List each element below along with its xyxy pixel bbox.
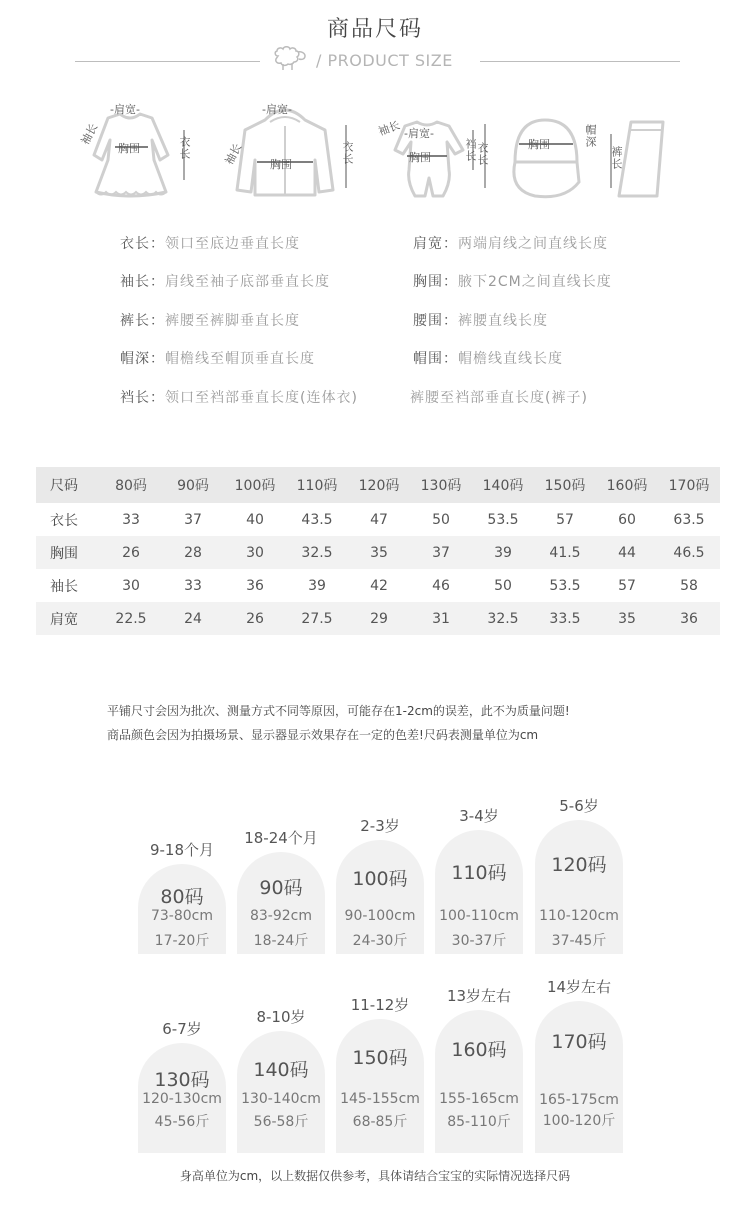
table-cell: 26	[100, 536, 162, 569]
age-label: 13岁左右	[446, 987, 512, 1005]
size-label: 170码	[551, 1031, 607, 1053]
age-label: 8-10岁	[256, 1008, 306, 1026]
table-cell: 35	[348, 536, 410, 569]
table-cell: 41.5	[534, 536, 596, 569]
table-header-cell: 120码	[348, 467, 410, 503]
height-range: 145-155cm	[340, 1091, 420, 1107]
romper-shoulder-label: -肩宽-	[404, 127, 434, 140]
table-cell: 33.5	[534, 602, 596, 635]
age-label: 9-18个月	[149, 841, 215, 859]
table-cell: 29	[348, 602, 410, 635]
weight-range: 37-45斤	[551, 933, 607, 949]
table-cell: 31	[410, 602, 472, 635]
height-range: 83-92cm	[249, 908, 312, 924]
measurement-note: 平铺尺寸会因为批次、测量方式不同等原因，可能存在1-2cm的误差，此不为质量问题!	[107, 704, 570, 718]
table-header-cell: 150码	[534, 467, 596, 503]
size-label: 100码	[352, 868, 408, 890]
sheep-icon	[270, 42, 310, 78]
table-cell: 衣长	[50, 512, 78, 529]
table-cell: 57	[618, 577, 636, 594]
table-cell: 47	[370, 511, 388, 528]
table-header-cell: 140码	[472, 467, 534, 503]
definition-item: 衣长：领口至底边垂直长度	[120, 236, 300, 252]
footer-note: 身高单位为cm，以上数据仅供参考，具体请结合宝宝的实际情况选择尺码	[179, 1169, 571, 1183]
definition-item: 腰围：裤腰直线长度	[413, 313, 548, 329]
table-cell: 39	[308, 577, 326, 594]
height-range: 73-80cm	[150, 908, 213, 924]
table-header-cell: 90码	[162, 467, 224, 503]
dress-length-label: 衣长	[178, 136, 191, 160]
weight-range: 100-120斤	[542, 1113, 616, 1129]
definition-item: 肩宽：两端肩线之间直线长度	[413, 236, 608, 252]
size-card-shape	[435, 1010, 523, 1153]
hat-circumference-label: 胸围	[528, 138, 550, 151]
table-cell: 32.5	[286, 536, 348, 569]
romper-chest-label: 胸围	[409, 151, 431, 164]
age-label: 6-7岁	[162, 1020, 202, 1038]
size-label: 160码	[451, 1039, 507, 1061]
table-cell: 27.5	[286, 602, 348, 635]
table-header-cell: 130码	[410, 467, 472, 503]
romper-length-label: 衣长	[476, 142, 489, 166]
table-cell: 63.5	[673, 511, 705, 528]
table-cell: 22.5	[100, 602, 162, 635]
table-cell: 30	[122, 577, 140, 594]
pants-length-label: 裤长	[610, 146, 623, 170]
table-cell: 32.5	[472, 602, 534, 635]
age-label: 2-3岁	[360, 817, 400, 835]
dress-chest-label: 胸围	[118, 142, 140, 155]
table-cell: 33	[184, 577, 202, 594]
title-divider-left	[75, 61, 260, 62]
table-row	[36, 503, 720, 536]
table-cell: 36	[658, 602, 720, 635]
weight-range: 56-58斤	[253, 1114, 309, 1130]
jacket-length-label: 衣长	[341, 141, 354, 165]
size-label: 120码	[551, 854, 607, 876]
table-header-cell: 160码	[596, 467, 658, 503]
age-label: 3-4岁	[459, 807, 499, 825]
table-cell: 53.5	[487, 511, 519, 528]
definition-item: 裤长：裤腰至裤脚垂直长度	[120, 313, 300, 329]
table-cell: 30	[224, 536, 286, 569]
table-cell: 胸围	[36, 536, 100, 569]
size-label: 150码	[352, 1047, 408, 1069]
color-note: 商品颜色会因为拍摄场景、显示器显示效果存在一定的色差!尺码表测量单位为cm	[107, 728, 539, 742]
definition-item: 帽深：帽檐线至帽顶垂直长度	[120, 351, 315, 367]
table-cell: 60	[618, 511, 636, 528]
table-row	[36, 536, 720, 569]
title-divider-right	[480, 61, 680, 62]
table-header-cell: 尺码	[36, 467, 100, 503]
size-label: 110码	[451, 862, 507, 884]
table-cell: 44	[596, 536, 658, 569]
table-cell: 40	[246, 511, 264, 528]
size-label: 90码	[259, 877, 303, 899]
table-cell: 26	[224, 602, 286, 635]
table-cell: 58	[680, 577, 698, 594]
jacket-shoulder-label: -肩宽-	[262, 103, 292, 116]
table-cell: 肩宽	[36, 602, 100, 635]
table-row	[36, 569, 720, 602]
table-cell: 50	[494, 577, 512, 594]
table-cell: 57	[556, 511, 574, 528]
table-cell: 43.5	[301, 511, 333, 528]
height-range: 155-165cm	[439, 1091, 519, 1107]
weight-range: 18-24斤	[253, 933, 309, 949]
table-cell: 46	[432, 577, 450, 594]
table-cell: 39	[472, 536, 534, 569]
jacket-sleeve-label: 袖长	[222, 141, 245, 167]
size-card-shape	[336, 1019, 424, 1153]
height-range: 110-120cm	[539, 908, 619, 924]
table-cell: 36	[246, 577, 264, 594]
age-label: 18-24个月	[244, 829, 318, 847]
weight-range: 85-110斤	[447, 1114, 511, 1130]
size-label: 80码	[160, 886, 204, 908]
height-range: 165-175cm	[539, 1092, 619, 1108]
age-label: 14岁左右	[546, 978, 612, 996]
table-cell: 37	[184, 511, 202, 528]
weight-range: 30-37斤	[451, 933, 507, 949]
table-cell: 33	[122, 511, 140, 528]
definition-item: 袖长：肩线至袖子底部垂直长度	[120, 274, 330, 290]
definition-item: 胸围：腋下2CM之间直线长度	[413, 274, 612, 290]
table-row	[36, 602, 720, 635]
age-label: 11-12岁	[350, 996, 410, 1014]
table-header-row	[36, 467, 720, 503]
dress-sleeve-label: 袖长	[78, 121, 101, 147]
weight-range: 24-30斤	[352, 933, 408, 949]
romper-sleeve-label: 袖长	[376, 118, 402, 139]
age-label: 5-6岁	[559, 797, 599, 815]
height-range: 100-110cm	[439, 908, 519, 924]
table-cell: 35	[596, 602, 658, 635]
table-cell: 42	[370, 577, 388, 594]
weight-range: 45-56斤	[154, 1114, 210, 1130]
height-range: 130-140cm	[241, 1091, 321, 1107]
size-card-shape	[535, 1001, 623, 1153]
page-title: 商品尺码	[326, 17, 423, 42]
table-cell: 53.5	[549, 577, 581, 594]
dress-shoulder-label: -肩宽-	[110, 103, 140, 116]
table-cell: 50	[432, 511, 450, 528]
size-label: 140码	[253, 1059, 309, 1081]
table-cell: 37	[410, 536, 472, 569]
definition-item: 裆长：领口至裆部垂直长度(连体衣)	[120, 390, 358, 406]
table-cell: 袖长	[50, 578, 78, 595]
romper-crotch-label: 裆长	[464, 138, 477, 162]
definition-item: 帽围：帽檐线直线长度	[413, 351, 563, 367]
height-range: 120-130cm	[142, 1091, 222, 1107]
table-cell: 28	[162, 536, 224, 569]
page-subtitle: / PRODUCT SIZE	[316, 51, 453, 70]
table-header-cell: 110码	[286, 467, 348, 503]
size-label: 130码	[154, 1069, 210, 1091]
jacket-chest-label: 胸围	[270, 158, 292, 171]
table-header-cell: 100码	[224, 467, 286, 503]
table-cell: 24	[162, 602, 224, 635]
hat-depth-label: 帽深	[584, 124, 597, 148]
weight-range: 68-85斤	[352, 1114, 408, 1130]
weight-range: 17-20斤	[154, 933, 210, 949]
height-range: 90-100cm	[344, 908, 416, 924]
table-header-cell: 80码	[100, 467, 162, 503]
size-table	[36, 467, 720, 635]
definition-item: 裤腰至裆部垂直长度(裤子)	[410, 390, 588, 406]
table-cell: 46.5	[658, 536, 720, 569]
table-header-cell: 170码	[658, 467, 720, 503]
